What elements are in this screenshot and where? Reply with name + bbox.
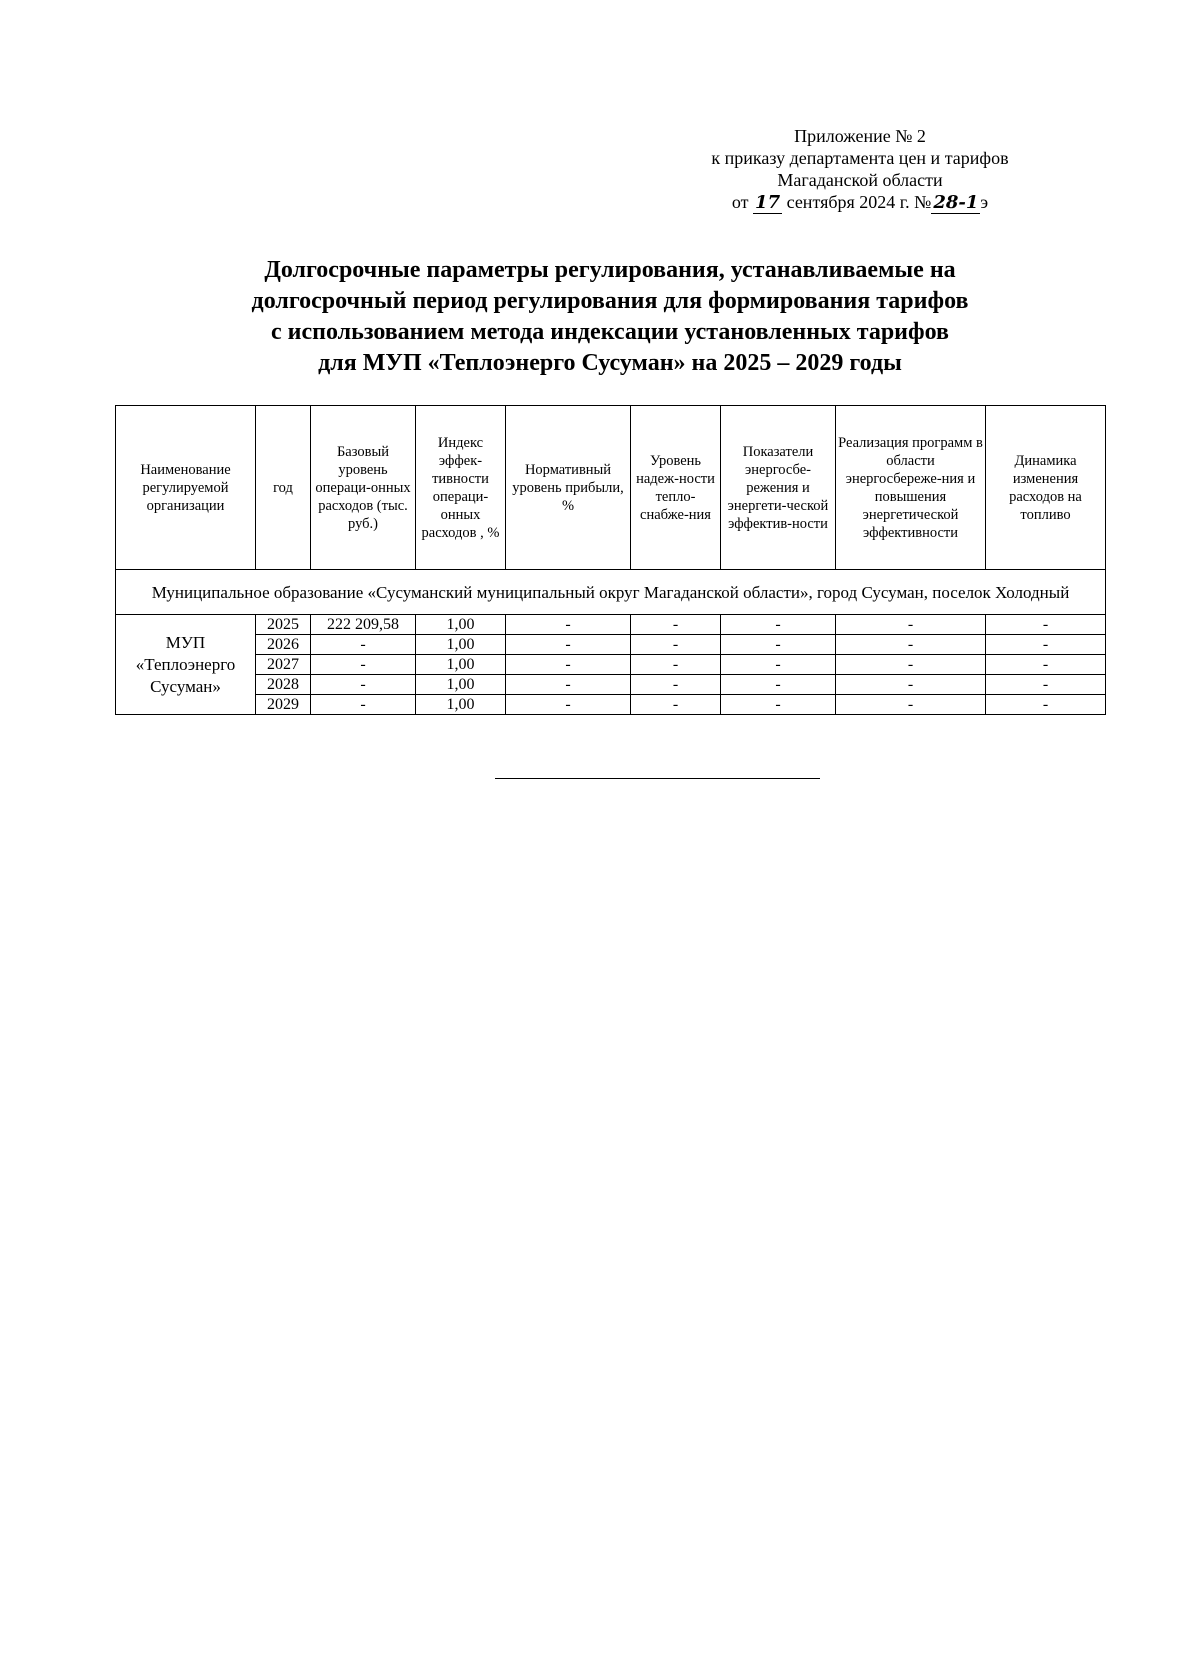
year-cell: 2027 <box>256 655 311 675</box>
reliability-cell: - <box>631 615 721 635</box>
table-header-row <box>116 406 1106 570</box>
region-cell: Муниципальное образование «Сусуманский муниципальный округ Магаданской области», город Сусуман, поселок Холодный <box>116 570 1106 615</box>
table-row <box>116 695 1106 715</box>
reliability-cell: - <box>631 635 721 655</box>
energy-cell: - <box>721 655 836 675</box>
table-row <box>116 675 1106 695</box>
index-cell: 1,00 <box>416 615 506 635</box>
appendix-block <box>640 125 1080 214</box>
document-title <box>110 255 1110 379</box>
appendix-line-1: Приложение № 2 <box>794 126 926 146</box>
profit-cell: - <box>506 695 631 715</box>
base-cell: - <box>311 675 416 695</box>
header-year: год <box>256 406 311 570</box>
order-number-handwritten: 28-1 <box>933 192 979 213</box>
profit-cell: - <box>506 675 631 695</box>
region-row <box>116 570 1106 615</box>
fuel-cell: - <box>986 695 1106 715</box>
title-line-1: Долгосрочные параметры регулирования, устанавливаемые на <box>264 257 956 283</box>
energy-cell: - <box>721 695 836 715</box>
date-day-handwritten: 17 <box>755 192 781 213</box>
fuel-cell: - <box>986 635 1106 655</box>
index-cell: 1,00 <box>416 655 506 675</box>
base-cell: 222 209,58 <box>311 615 416 635</box>
title-line-4: для МУП «Теплоэнерго Сусуман» на 2025 – 2029 годы <box>318 350 902 376</box>
reliability-cell: - <box>631 695 721 715</box>
year-cell: 2025 <box>256 615 311 635</box>
profit-cell: - <box>506 655 631 675</box>
header-energy-indicators: Показатели энергосбе-режения и энергети-ческой эффектив-ности <box>721 406 836 570</box>
order-suffix: э <box>980 192 989 212</box>
programs-cell: - <box>836 635 986 655</box>
fuel-cell: - <box>986 655 1106 675</box>
year-cell: 2028 <box>256 675 311 695</box>
base-cell: - <box>311 655 416 675</box>
table-row <box>116 655 1106 675</box>
year-cell: 2029 <box>256 695 311 715</box>
index-cell: 1,00 <box>416 695 506 715</box>
energy-cell: - <box>721 615 836 635</box>
index-cell: 1,00 <box>416 635 506 655</box>
reliability-cell: - <box>631 675 721 695</box>
header-efficiency-index: Индекс эффек-тивности операци-онных расходов , % <box>416 406 506 570</box>
table-row <box>116 635 1106 655</box>
energy-cell: - <box>721 635 836 655</box>
appendix-date-line <box>640 191 1080 214</box>
appendix-line-3: Магаданской области <box>777 170 943 190</box>
date-prefix: от <box>731 192 749 212</box>
base-cell: - <box>311 635 416 655</box>
reliability-cell: - <box>631 655 721 675</box>
header-programs: Реализация программ в области энергосбереже-ния и повышения энергетической эффективности <box>836 406 986 570</box>
date-rest: сентября 2024 г. № <box>786 192 932 212</box>
header-organization: Наименование регулируемой организации <box>116 406 256 570</box>
programs-cell: - <box>836 695 986 715</box>
organization-cell: МУП «Теплоэнерго Сусуман» <box>116 615 256 715</box>
header-reliability: Уровень надеж-ности тепло-снабже-ния <box>631 406 721 570</box>
base-cell: - <box>311 695 416 715</box>
appendix-line-2: к приказу департамента цен и тарифов <box>711 148 1009 168</box>
title-line-3: с использованием метода индексации установленных тарифов <box>271 319 949 345</box>
header-base-opex: Базовый уровень операци-онных расходов (тыс. руб.) <box>311 406 416 570</box>
energy-cell: - <box>721 675 836 695</box>
programs-cell: - <box>836 655 986 675</box>
header-fuel-dynamics: Динамика изменения расходов на топливо <box>986 406 1106 570</box>
fuel-cell: - <box>986 615 1106 635</box>
programs-cell: - <box>836 675 986 695</box>
index-cell: 1,00 <box>416 675 506 695</box>
header-profit-level: Нормативный уровень прибыли, % <box>506 406 631 570</box>
closing-divider <box>495 778 820 779</box>
parameters-table <box>115 405 1106 715</box>
fuel-cell: - <box>986 675 1106 695</box>
table-row <box>116 615 1106 635</box>
year-cell: 2026 <box>256 635 311 655</box>
profit-cell: - <box>506 635 631 655</box>
programs-cell: - <box>836 615 986 635</box>
profit-cell: - <box>506 615 631 635</box>
title-line-2: долгосрочный период регулирования для формирования тарифов <box>251 288 969 314</box>
